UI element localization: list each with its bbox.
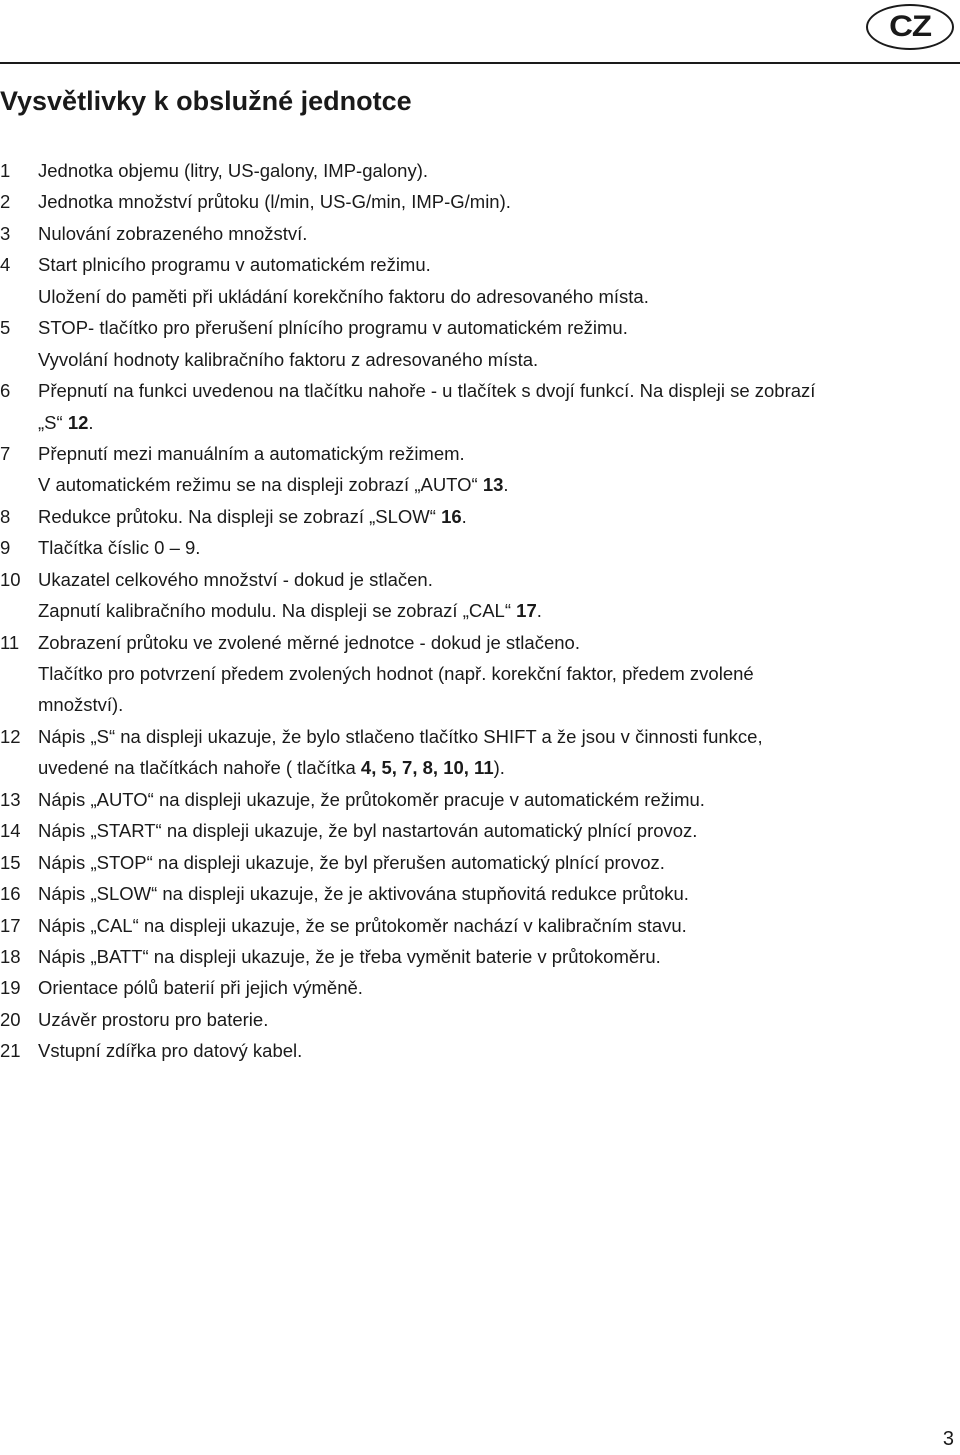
text-run: Nápis „AUTO“ na displeji ukazuje, že průtokoměr pracuje v automatickém režimu. xyxy=(38,788,705,810)
page-title: Vysvětlivky k obslužné jednotce xyxy=(0,86,412,116)
legend-item-text xyxy=(38,910,687,941)
text-run: Jednotka množství průtoku (l/min, US-G/min, IMP-G/min). xyxy=(38,191,511,213)
legend-line xyxy=(0,312,960,343)
legend-line xyxy=(0,218,960,249)
legend-line xyxy=(0,595,960,626)
text-run: . xyxy=(536,600,542,622)
text-run: Ukazatel celkového množství - dokud je stlačen. xyxy=(38,568,433,590)
legend-item-text xyxy=(38,344,538,375)
legend-item-text xyxy=(38,941,661,972)
legend-item-number: 12 xyxy=(0,725,21,747)
text-run: Nápis „BATT“ na displeji ukazuje, že je třeba vyměnit baterie v průtokoměru. xyxy=(38,945,661,967)
text-run: Nápis „STOP“ na displeji ukazuje, že byl přerušen automatický plnící provoz. xyxy=(38,851,665,873)
text-run: Nápis „SLOW“ na displeji ukazuje, že je aktivována stupňovitá redukce průtoku. xyxy=(38,883,689,905)
legend-item-number: 3 xyxy=(0,222,11,244)
reference-number: 13 xyxy=(482,474,504,496)
text-run: Přepnutí na funkci uvedenou na tlačítku nahoře - u tlačítek s dvojí funkcí. Na displeji se zobrazí xyxy=(38,380,816,402)
legend-item-text xyxy=(38,249,431,280)
legend-item-number: 11 xyxy=(0,631,20,653)
text-run: Nápis „START“ na displeji ukazuje, že byl nastartován automatický plnící provoz. xyxy=(38,820,698,842)
legend-item-text xyxy=(38,375,815,406)
legend-line xyxy=(0,627,960,658)
legend-line xyxy=(0,344,960,375)
text-run: Redukce průtoku. Na displeji se zobrazí „SLOW“ xyxy=(38,505,442,527)
text-run: . xyxy=(503,474,509,496)
legend-item-text xyxy=(38,281,649,312)
legend-line xyxy=(0,249,960,280)
page-number: 3 xyxy=(942,1428,954,1450)
text-run: „S“ xyxy=(38,411,68,433)
header-rule xyxy=(0,62,960,64)
legend-line xyxy=(0,878,960,909)
legend-line xyxy=(0,375,960,406)
legend-line xyxy=(0,721,960,752)
legend-item-text xyxy=(38,438,465,469)
reference-number: 4, 5, 7, 8, 10, 11 xyxy=(360,757,494,779)
legend-item-text xyxy=(38,721,763,752)
text-run: Uložení do paměti při ukládání korekčního faktoru do adresovaného místa. xyxy=(38,285,649,307)
legend-item-text xyxy=(38,407,94,438)
legend-item-text xyxy=(38,658,754,689)
legend-item-number: 7 xyxy=(0,442,11,464)
text-run: Vyvolání hodnoty kalibračního faktoru z adresovaného místa. xyxy=(38,348,539,370)
legend-line xyxy=(0,155,960,186)
legend-line xyxy=(0,186,960,217)
legend-item-number: 2 xyxy=(0,191,11,213)
legend-item-text xyxy=(38,1004,268,1035)
legend-item-text xyxy=(38,784,705,815)
legend-item-number: 4 xyxy=(0,254,11,276)
reference-number: 12 xyxy=(67,411,89,433)
legend-item-text xyxy=(38,689,123,720)
legend-line xyxy=(0,941,960,972)
text-run: V automatickém režimu se na displeji zobrazí „AUTO“ xyxy=(38,474,483,496)
text-run: uvedené na tlačítkách nahoře ( tlačítka xyxy=(38,757,361,779)
legend-line xyxy=(0,564,960,595)
legend-item-number: 19 xyxy=(0,977,21,999)
reference-number: 16 xyxy=(441,505,462,527)
text-run: množství). xyxy=(38,694,124,716)
legend-item-text xyxy=(38,218,307,249)
legend-item-text xyxy=(38,564,433,595)
text-run: Orientace pólů baterií při jejich výměně. xyxy=(38,977,363,999)
legend-line xyxy=(0,910,960,941)
legend-line xyxy=(0,752,960,783)
language-code: CZ xyxy=(889,10,931,43)
legend-item-text xyxy=(38,312,628,343)
legend-line xyxy=(0,501,960,532)
text-run: Nápis „S“ na displeji ukazuje, že bylo stlačeno tlačítko SHIFT a že jsou v činnosti funkce, xyxy=(38,725,763,747)
text-run: Vstupní zdířka pro datový kabel. xyxy=(38,1040,303,1062)
text-run: Nulování zobrazeného množství. xyxy=(38,222,308,244)
legend-line xyxy=(0,847,960,878)
legend-line xyxy=(0,438,960,469)
language-badge xyxy=(866,4,954,50)
legend-item-text xyxy=(38,1035,302,1066)
legend-line xyxy=(0,1035,960,1066)
legend-line xyxy=(0,532,960,563)
legend-item-number: 18 xyxy=(0,945,21,967)
legend-item-number: 21 xyxy=(0,1040,21,1062)
legend-item-text xyxy=(38,878,689,909)
legend-item-number: 10 xyxy=(0,568,21,590)
legend-item-text xyxy=(38,972,363,1003)
legend-item-text xyxy=(38,501,467,532)
legend-item-text xyxy=(38,627,580,658)
legend-line xyxy=(0,407,960,438)
legend-item-number: 1 xyxy=(0,160,11,181)
legend-item-number: 15 xyxy=(0,851,21,873)
legend-item-text xyxy=(38,595,542,626)
legend-item-number: 14 xyxy=(0,820,21,842)
legend-list xyxy=(0,155,960,1067)
legend-line xyxy=(0,972,960,1003)
legend-item-number: 16 xyxy=(0,883,21,905)
text-run: Uzávěr prostoru pro baterie. xyxy=(38,1008,269,1030)
legend-item-number: 6 xyxy=(0,380,11,402)
legend-line xyxy=(0,784,960,815)
text-run: Start plnicího programu v automatickém režimu. xyxy=(38,254,431,276)
text-run: Zapnutí kalibračního modulu. Na displeji se zobrazí „CAL“ xyxy=(38,600,517,622)
text-run: Tlačítka číslic 0 – 9. xyxy=(38,537,201,559)
text-run: ). xyxy=(493,757,505,779)
legend-line xyxy=(0,1004,960,1035)
text-run: STOP- tlačítko pro přerušení plnícího programu v automatickém režimu. xyxy=(38,317,628,339)
text-run: Tlačítko pro potvrzení předem zvolených hodnot (např. korekční faktor, předem zvolené xyxy=(38,663,754,684)
legend-item-text xyxy=(38,752,505,783)
legend-item-text xyxy=(38,847,665,878)
legend-item-number: 5 xyxy=(0,317,11,339)
legend-item-text xyxy=(38,469,509,500)
text-run: . xyxy=(461,505,467,527)
text-run: Nápis „CAL“ na displeji ukazuje, že se průtokoměr nachází v kalibračním stavu. xyxy=(38,914,687,936)
text-run: Jednotka objemu (litry, US-galony, IMP-galony). xyxy=(38,160,429,181)
legend-line xyxy=(0,815,960,846)
legend-item-number: 17 xyxy=(0,914,21,936)
legend-line xyxy=(0,469,960,500)
text-run: Přepnutí mezi manuálním a automatickým režimem. xyxy=(38,442,465,464)
legend-item-text xyxy=(38,155,428,186)
legend-item-number: 8 xyxy=(0,505,11,527)
legend-item-number: 9 xyxy=(0,537,11,559)
legend-line xyxy=(0,281,960,312)
legend-line xyxy=(0,689,960,720)
reference-number: 17 xyxy=(516,600,537,622)
legend-line xyxy=(0,658,960,689)
legend-item-text xyxy=(38,532,200,563)
text-run: Zobrazení průtoku ve zvolené měrné jednotce - dokud je stlačeno. xyxy=(38,631,580,653)
legend-item-text xyxy=(38,186,511,217)
text-run: . xyxy=(88,411,94,433)
legend-item-text xyxy=(38,815,697,846)
legend-item-number: 20 xyxy=(0,1008,21,1030)
legend-item-number: 13 xyxy=(0,788,21,810)
